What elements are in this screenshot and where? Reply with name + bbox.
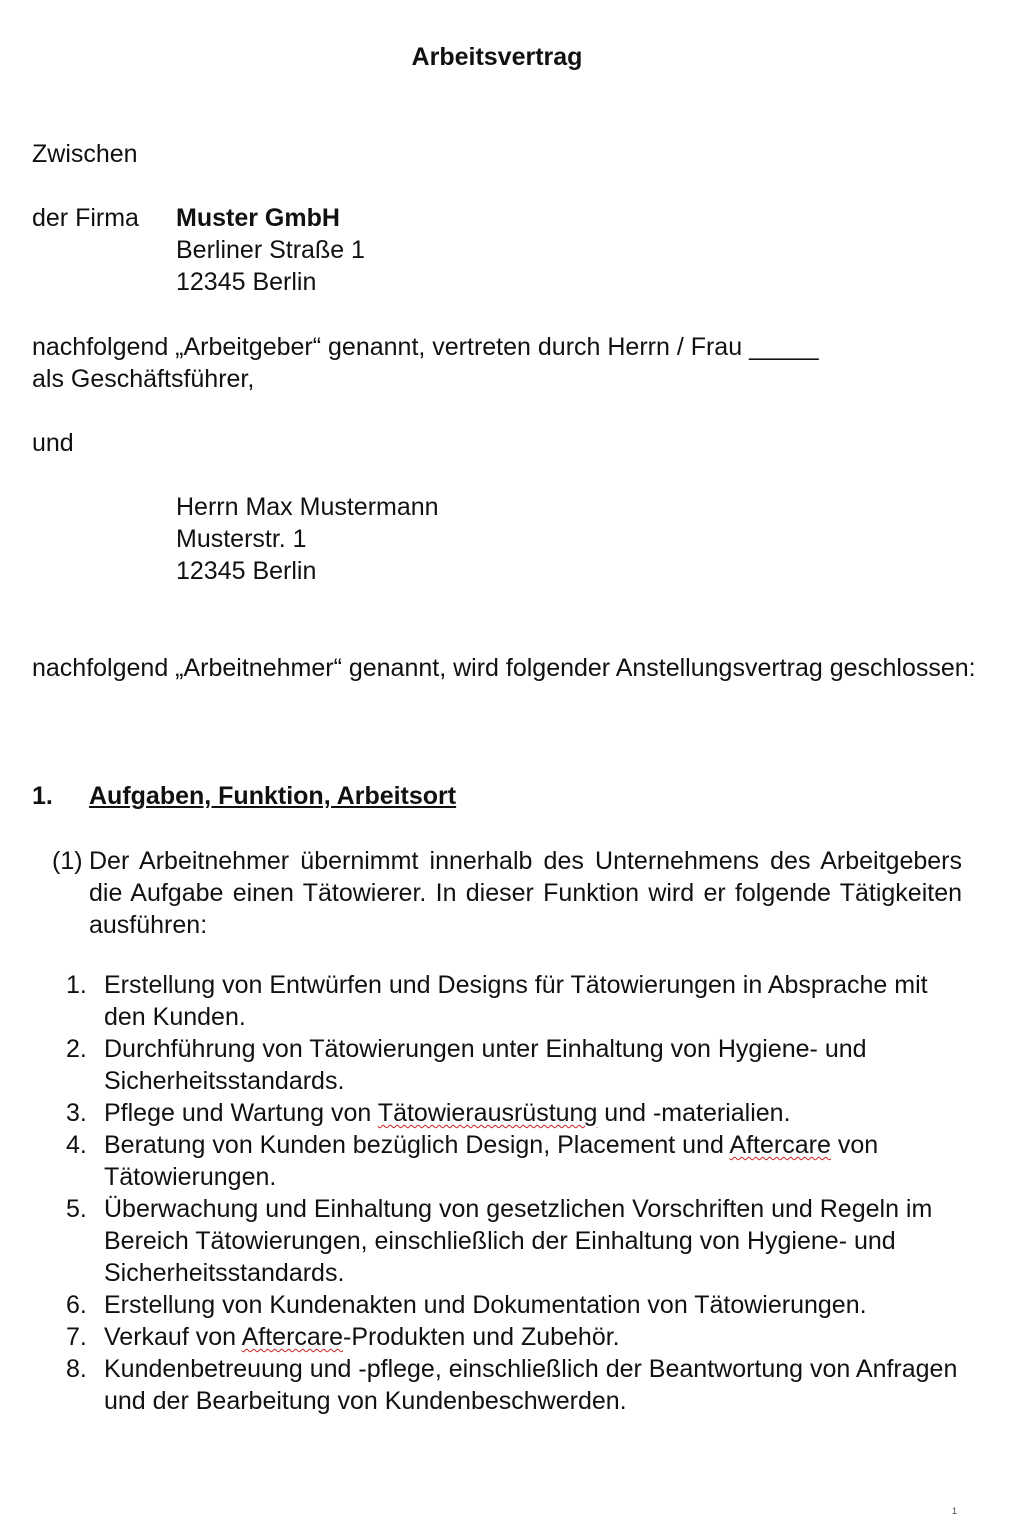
list-item-number: 2. <box>66 1035 87 1063</box>
employee-clause: nachfolgend „Arbeitnehmer“ genannt, wird folgender Anstellungsvertrag geschlossen: <box>32 654 976 682</box>
spellcheck-marked-word[interactable]: Aftercare <box>241 1323 344 1351</box>
employer-clause: nachfolgend „Arbeitgeber“ genannt, vertreten durch Herrn / Frau _____ als Geschäftsführer, <box>32 333 819 393</box>
list-item <box>0 1033 964 1097</box>
employee-name: Herrn Max Mustermann <box>176 493 439 521</box>
intro-text: Zwischen <box>32 140 138 168</box>
employer-label: der Firma <box>32 204 139 232</box>
list-item-text-pre: Verkauf von <box>104 1323 242 1351</box>
employer-city: 12345 Berlin <box>176 268 317 296</box>
list-item-text: Durchführung von Tätowierungen unter Einhaltung von Hygiene- und Sicherheitsstandards. <box>104 1035 867 1095</box>
list-item <box>0 1321 964 1353</box>
spellcheck-marked-word[interactable]: Tätowierausrüstung <box>377 1099 598 1127</box>
list-item-text: Kundenbetreuung und -pflege, einschließlich der Beantwortung von Anfragen und der Bearbeitung von Kundenbeschwerden. <box>104 1355 958 1415</box>
list-item-text-pre: Beratung von Kunden bezüglich Design, Placement und <box>104 1131 730 1159</box>
document-title: Arbeitsvertrag <box>411 43 583 71</box>
list-item <box>0 969 964 1033</box>
employee-street: Musterstr. 1 <box>176 525 307 553</box>
list-item <box>0 1193 964 1289</box>
spellcheck-marked-word[interactable]: Aftercare <box>729 1131 831 1159</box>
paragraph-number: (1) <box>52 847 83 875</box>
list-item-number: 3. <box>66 1099 87 1127</box>
list-item <box>0 1129 964 1193</box>
list-item-text-post: -Produkten und Zubehör. <box>343 1323 620 1351</box>
list-item <box>0 1289 964 1321</box>
section-heading: Aufgaben, Funktion, Arbeitsort <box>89 782 457 810</box>
section-paragraph: Der Arbeitnehmer übernimmt innerhalb des Unternehmens des Arbeitgebers die Aufgabe einen Tätowierer. In dieser Funktion wird er folgende Tätigkeiten ausführen: <box>89 847 962 939</box>
page-number: 1 <box>952 1506 958 1516</box>
list-item-text: Erstellung von Kundenakten und Dokumentation von Tätowierungen. <box>104 1291 867 1319</box>
employer-street: Berliner Straße 1 <box>176 236 365 264</box>
employee-city: 12345 Berlin <box>176 557 317 585</box>
list-item <box>0 1097 964 1129</box>
list-item-text: Überwachung und Einhaltung von gesetzlichen Vorschriften und Regeln im Bereich Tätowierungen, einschließlich der Einhaltung von Hygiene- und Sicherheitsstandards. <box>104 1195 933 1287</box>
list-item-text-post: von Tätowierungen. <box>104 1131 879 1191</box>
list-item-number: 5. <box>66 1195 87 1223</box>
list-item-number: 6. <box>66 1291 87 1319</box>
and-text: und <box>32 429 74 457</box>
list-item-number: 8. <box>66 1355 87 1383</box>
task-list <box>0 969 1010 1417</box>
list-item-text: Erstellung von Entwürfen und Designs für Tätowierungen in Absprache mit den Kunden. <box>104 971 928 1031</box>
section-number: 1. <box>32 782 53 810</box>
list-item-number: 1. <box>66 971 87 999</box>
employer-name: Muster GmbH <box>176 204 340 232</box>
list-item-number: 4. <box>66 1131 87 1159</box>
list-item-text-pre: Pflege und Wartung von <box>104 1099 378 1127</box>
list-item-text-post: und -materialien. <box>597 1099 791 1127</box>
list-item-number: 7. <box>66 1323 87 1351</box>
list-item <box>0 1353 964 1417</box>
